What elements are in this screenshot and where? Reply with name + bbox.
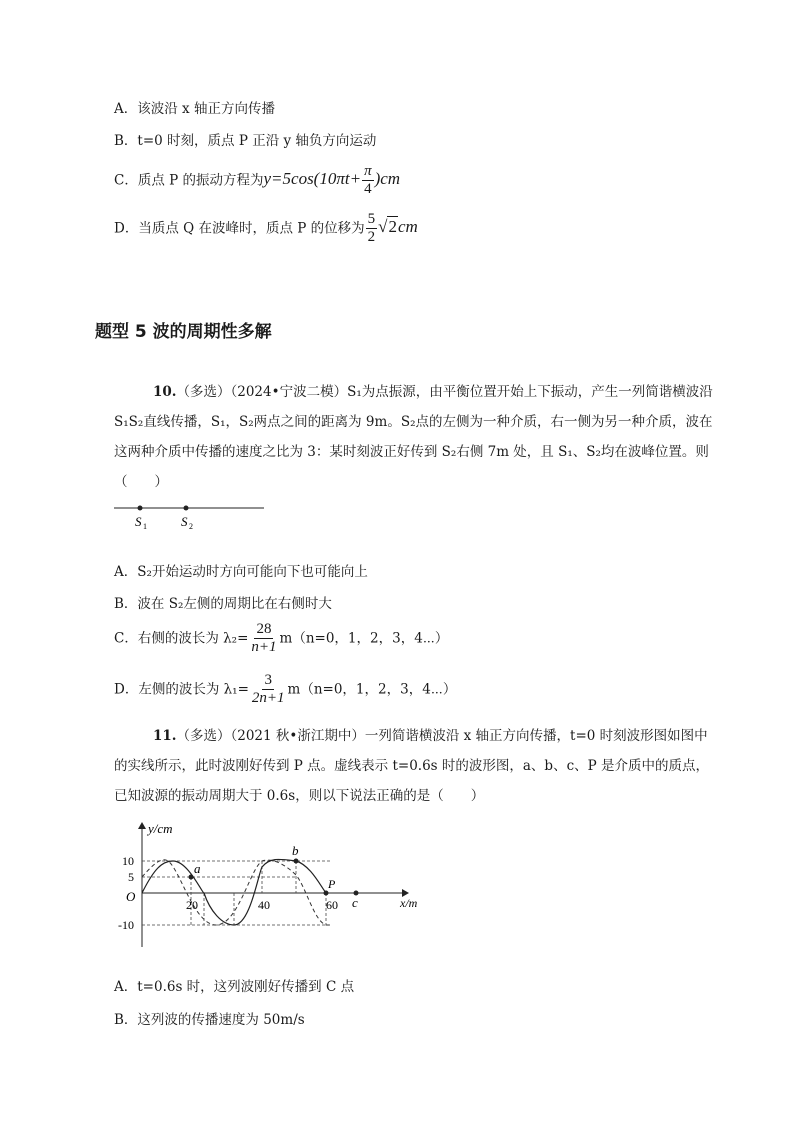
s2-label: S — [181, 514, 188, 529]
frac-den: 2n+1 — [251, 690, 285, 706]
option-d — [114, 212, 418, 245]
x-axis-label: x/m — [400, 896, 418, 910]
s1-point — [138, 506, 143, 511]
x-tick-60: 60 — [326, 898, 338, 912]
s1-sub: 1 — [143, 522, 147, 531]
x-tick-40: 40 — [258, 898, 270, 912]
vibration-equation: y=5cos(10πt+ $\frac{\pi}{4}$ )cm — [263, 163, 401, 197]
q10-option-a: A．S₂开始运动时方向可能向下也可能向上 — [114, 564, 368, 580]
q10-option-b: B．波在 S₂左侧的周期比在右侧时大 — [114, 596, 332, 612]
q11-number: 11. — [153, 728, 177, 744]
displacement-value: $\frac{5}{2}$ √2cm — [367, 211, 418, 245]
option-d-text: D．当质点 Q 在波峰时，质点 P 的位移为 — [114, 220, 365, 237]
label-a: a — [194, 861, 201, 876]
frac-num: 3 — [264, 672, 272, 688]
option-b: B．t=0 时刻，质点 P 正沿 y 轴负方向运动 — [114, 133, 377, 149]
q10-stem: 10.（多选）（2024•宁波二模）S₁为点振源，由平衡位置开始上下振动，产生一列简谐横波沿 S₁S₂直线传播，S₁，S₂两点之间的距离为 9m。S₂点的左侧为一种介质，右一侧为另一种介质，波在这两种介质中传播的速度之比为 3：某时刻波正好传到 S₂右侧 7m 处，且 S₁、S₂均在波峰位置。则（ ） — [114, 384, 713, 490]
frac-num: 28 — [256, 621, 272, 637]
y-tick-5: 5 — [128, 870, 134, 884]
option-c — [114, 164, 400, 197]
frac-den: 4 — [364, 181, 372, 197]
point-b — [294, 859, 299, 864]
x-tick-20: 20 — [186, 898, 198, 912]
wave-graph — [110, 815, 430, 955]
q11-stem: 11.（多选）（2021 秋•浙江期中）一列简谐横波沿 x 轴正方向传播，t=0 时刻波形图如图中的实线所示，此时波刚好传到 P 点。虚线表示 t=0.6s 时的波形图，a、b、c、P 是介质中的质点，已知波源的振动周期大于 0.6s，则以下说法正确的是（ ） — [114, 728, 710, 804]
q11-option-a: A．t=0.6s 时，这列波刚好传播到 C 点 — [114, 979, 355, 995]
s1-label: S — [135, 514, 142, 529]
y-axis-label: y/cm — [148, 821, 173, 836]
option-c-text: C．质点 P 的振动方程为 — [114, 172, 264, 189]
y-tick-neg10: -10 — [118, 918, 134, 932]
point-p — [324, 891, 329, 896]
q10-figure — [112, 497, 272, 535]
q10-option-c: C．右侧的波长为 λ₂= $\frac{28}{n+1}$ m（n=0，1，2，3，4⋯） — [114, 621, 449, 655]
dashed-wave — [142, 860, 332, 925]
q10-number: 10. — [153, 384, 177, 400]
point-a — [189, 875, 194, 880]
frac-num: π — [364, 163, 372, 179]
q11-option-b: B．这列波的传播速度为 50m/s — [114, 1012, 305, 1028]
origin-label: O — [126, 889, 136, 904]
s2-point — [184, 506, 189, 511]
q10-option-d: D．左侧的波长为 λ₁= $\frac{3}{2n+1}$ m（n=0，1，2，3，4⋯） — [114, 672, 457, 706]
label-b: b — [292, 843, 299, 858]
s2-sub: 2 — [189, 522, 193, 531]
label-p: P — [328, 877, 336, 891]
option-a: A．该波沿 x 轴正方向传播 — [114, 101, 275, 117]
section-title: 题型 5 波的周期性多解 — [95, 322, 272, 342]
frac-den: n+1 — [251, 639, 277, 655]
y-tick-10: 10 — [122, 854, 134, 868]
label-c: c — [352, 895, 358, 910]
